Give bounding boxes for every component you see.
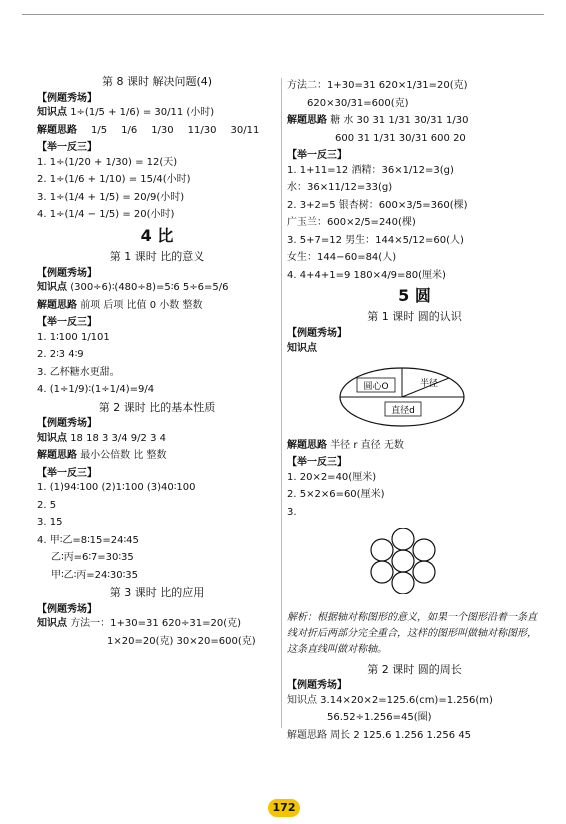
practice-item: 2. 5 [37, 499, 57, 511]
practice-item: 甲∶乙∶丙=24∶30∶35 [51, 569, 138, 581]
practice-item: 1. (1)94∶100 (2)1∶100 (3)40∶100 [37, 482, 196, 494]
ch4-knowledge-point [37, 282, 277, 294]
practice-item: 3. 乙杯糖水更甜。 [37, 366, 120, 378]
practice-item: 1. 1+11=12 酒精：36×1/12=3(g) [287, 164, 454, 176]
lesson-8-title: 第 8 课时 解决问题(4) [101, 75, 213, 88]
ch5-lesson-1-title: 第 1 课时 圆的认识 [367, 310, 462, 324]
analysis-note: 解析：根据轴对称图形的意义，如果一个图形沿着一条直线对折后两部分完全重合，这样的图形叫做轴对称图形，这条直线叫做对称轴。 [287, 611, 537, 655]
example-tag: 【例题秀场】 [287, 328, 347, 340]
think-label: 解题思路 [287, 439, 327, 451]
circle-center-label: 圆心O [363, 382, 389, 393]
ch4-2-kp-text: 18 18 3 3/4 9/2 3 4 [70, 432, 166, 444]
practice-item: 乙∶丙=6∶7=30∶35 [51, 552, 134, 564]
practice-item: 4. 甲∶乙=8∶15=24∶45 [37, 534, 139, 546]
right-think-row1: 糖 水 30 31 1/31 30/31 1/30 [330, 115, 469, 126]
kp-text: 1÷(1/5 + 1/6) = 30/11 (小时) [70, 107, 215, 119]
right-think-row2: 600 31 1/31 30/31 600 20 [335, 132, 466, 144]
think-frac: 1/5 [91, 124, 108, 136]
example-tag: 【例题秀场】 [287, 680, 347, 692]
practice-item: 4. (1÷1/9)∶(1÷1/4)=9/4 [37, 384, 155, 396]
example-tag: 【例题秀场】 [37, 603, 97, 615]
practice-tag: 【举一反三】 [37, 467, 97, 479]
ch4-think-text: 前项 后项 比值 0 小数 整数 [80, 299, 203, 311]
chapter-4-title: 4 比 [140, 225, 174, 245]
kp-label: 知识点 [37, 618, 67, 630]
ch4-3-kp-text: 方法一：1+30=31 620÷31=20(克) [70, 618, 242, 630]
think-frac: 1/30 [151, 124, 174, 136]
ch4-lesson-3-title: 第 3 课时 比的应用 [109, 586, 205, 600]
knowledge-point [37, 107, 277, 119]
practice-item: 3. [287, 506, 297, 518]
practice-item: 水：36×11/12=33(g) [287, 182, 393, 193]
circle-radius-label: 半径 [419, 379, 439, 390]
ch4-2-think-text: 最小公倍数 比 整数 [80, 450, 167, 462]
example-tag: 【例题秀场】 [37, 418, 97, 430]
kp-label: 知识点 [37, 282, 67, 294]
think-label: 解题思路 [37, 450, 77, 462]
ch5-2-kp-b: 56.52÷1.256=45(圈) [327, 712, 432, 724]
think-label: 解题思路 [37, 299, 77, 311]
practice-item: 3. 15 [37, 517, 63, 529]
ch5-2-kp: 知识点 3.14×20×2=125.6(cm)=1.256(m) [287, 694, 493, 706]
kp-label: 知识点 [287, 342, 317, 354]
practice-item: 4. 1÷(1/4 − 1/5) = 20(小时) [37, 209, 175, 221]
think-row [37, 125, 277, 137]
practice-item: 4. 4+4+1=9 180×4/9=80(厘米) [287, 269, 446, 281]
practice-item: 1. 1÷(1/20 + 1/30) = 12(天) [37, 156, 178, 168]
think-label: 解题思路 [287, 115, 327, 126]
think-label: 解题思路 [37, 124, 77, 136]
practice-item: 2. 3+2=5 银杏树：600×3/5=360(棵) [287, 199, 468, 211]
kp-label: 知识点 [37, 432, 67, 444]
method-2: 方法二：1+30=31 620×1/31=20(克) [287, 80, 468, 91]
think-frac: 11/30 [187, 124, 217, 136]
practice-tag: 【举一反三】 [37, 142, 97, 154]
ch4-3-knowledge-point [37, 618, 277, 630]
ch4-2-knowledge-point [37, 433, 277, 445]
right-think [287, 115, 542, 127]
example-tag: 【例题秀场】 [37, 267, 97, 279]
method-2b: 620×30/31=600(克) [307, 97, 409, 109]
practice-item: 3. 5+7=12 男生：144×5/12=60(人) [287, 234, 464, 246]
ch5-lesson-2-title: 第 2 课时 圆的周长 [367, 662, 462, 676]
practice-item: 女生：144−60=84(人) [287, 252, 397, 263]
practice-item: 广玉兰：600×2/5=240(棵) [287, 217, 416, 228]
practice-item: 1. 1∶100 1/101 [37, 331, 110, 343]
right-column [287, 70, 542, 747]
practice-item: 3. 1÷(1/4 + 1/5) = 20/9(小时) [37, 191, 185, 203]
ch4-3-kp-line2: 1×20=20(克) 30×20=600(克) [107, 635, 256, 647]
kp-label: 知识点 [37, 107, 67, 119]
ch5-2-think: 解题思路 周长 2 125.6 1.256 1.256 45 [287, 729, 472, 741]
circle-diagram [337, 366, 467, 428]
practice-item: 2. 1÷(1/6 + 1/10) = 15/4(小时) [37, 174, 191, 186]
column-divider [281, 78, 282, 728]
circle-think-text: 半径 r 直径 无数 [330, 439, 404, 451]
circle-diameter-label: 直径d [391, 406, 415, 417]
practice-item: 1. 20×2=40(厘米) [287, 471, 377, 483]
ch4-lesson-1-title: 第 1 课时 比的意义 [109, 250, 205, 264]
practice-tag: 【举一反三】 [37, 317, 97, 329]
left-column [37, 70, 277, 653]
practice-item: 2. 2∶3 4∶9 [37, 349, 84, 361]
top-rule [22, 14, 544, 15]
ch4-think [37, 300, 277, 312]
circle-think [287, 440, 542, 452]
ch4-2-think [37, 450, 277, 462]
flower-circles-figure [367, 528, 439, 594]
chapter-5-title: 5 圆 [398, 286, 431, 305]
ch4-kp-text: (300÷6)∶(480÷8)=5∶6 5÷6=5/6 [70, 282, 229, 294]
practice-item: 2. 5×2×6=60(厘米) [287, 489, 385, 501]
think-frac: 30/11 [230, 124, 260, 136]
page-number: 172 [268, 799, 300, 817]
practice-tag: 【举一反三】 [287, 457, 347, 469]
example-tag: 【例题秀场】 [37, 92, 97, 104]
ch4-lesson-2-title: 第 2 课时 比的基本性质 [98, 400, 216, 414]
practice-tag: 【举一反三】 [287, 150, 347, 161]
think-frac: 1/6 [121, 124, 138, 136]
